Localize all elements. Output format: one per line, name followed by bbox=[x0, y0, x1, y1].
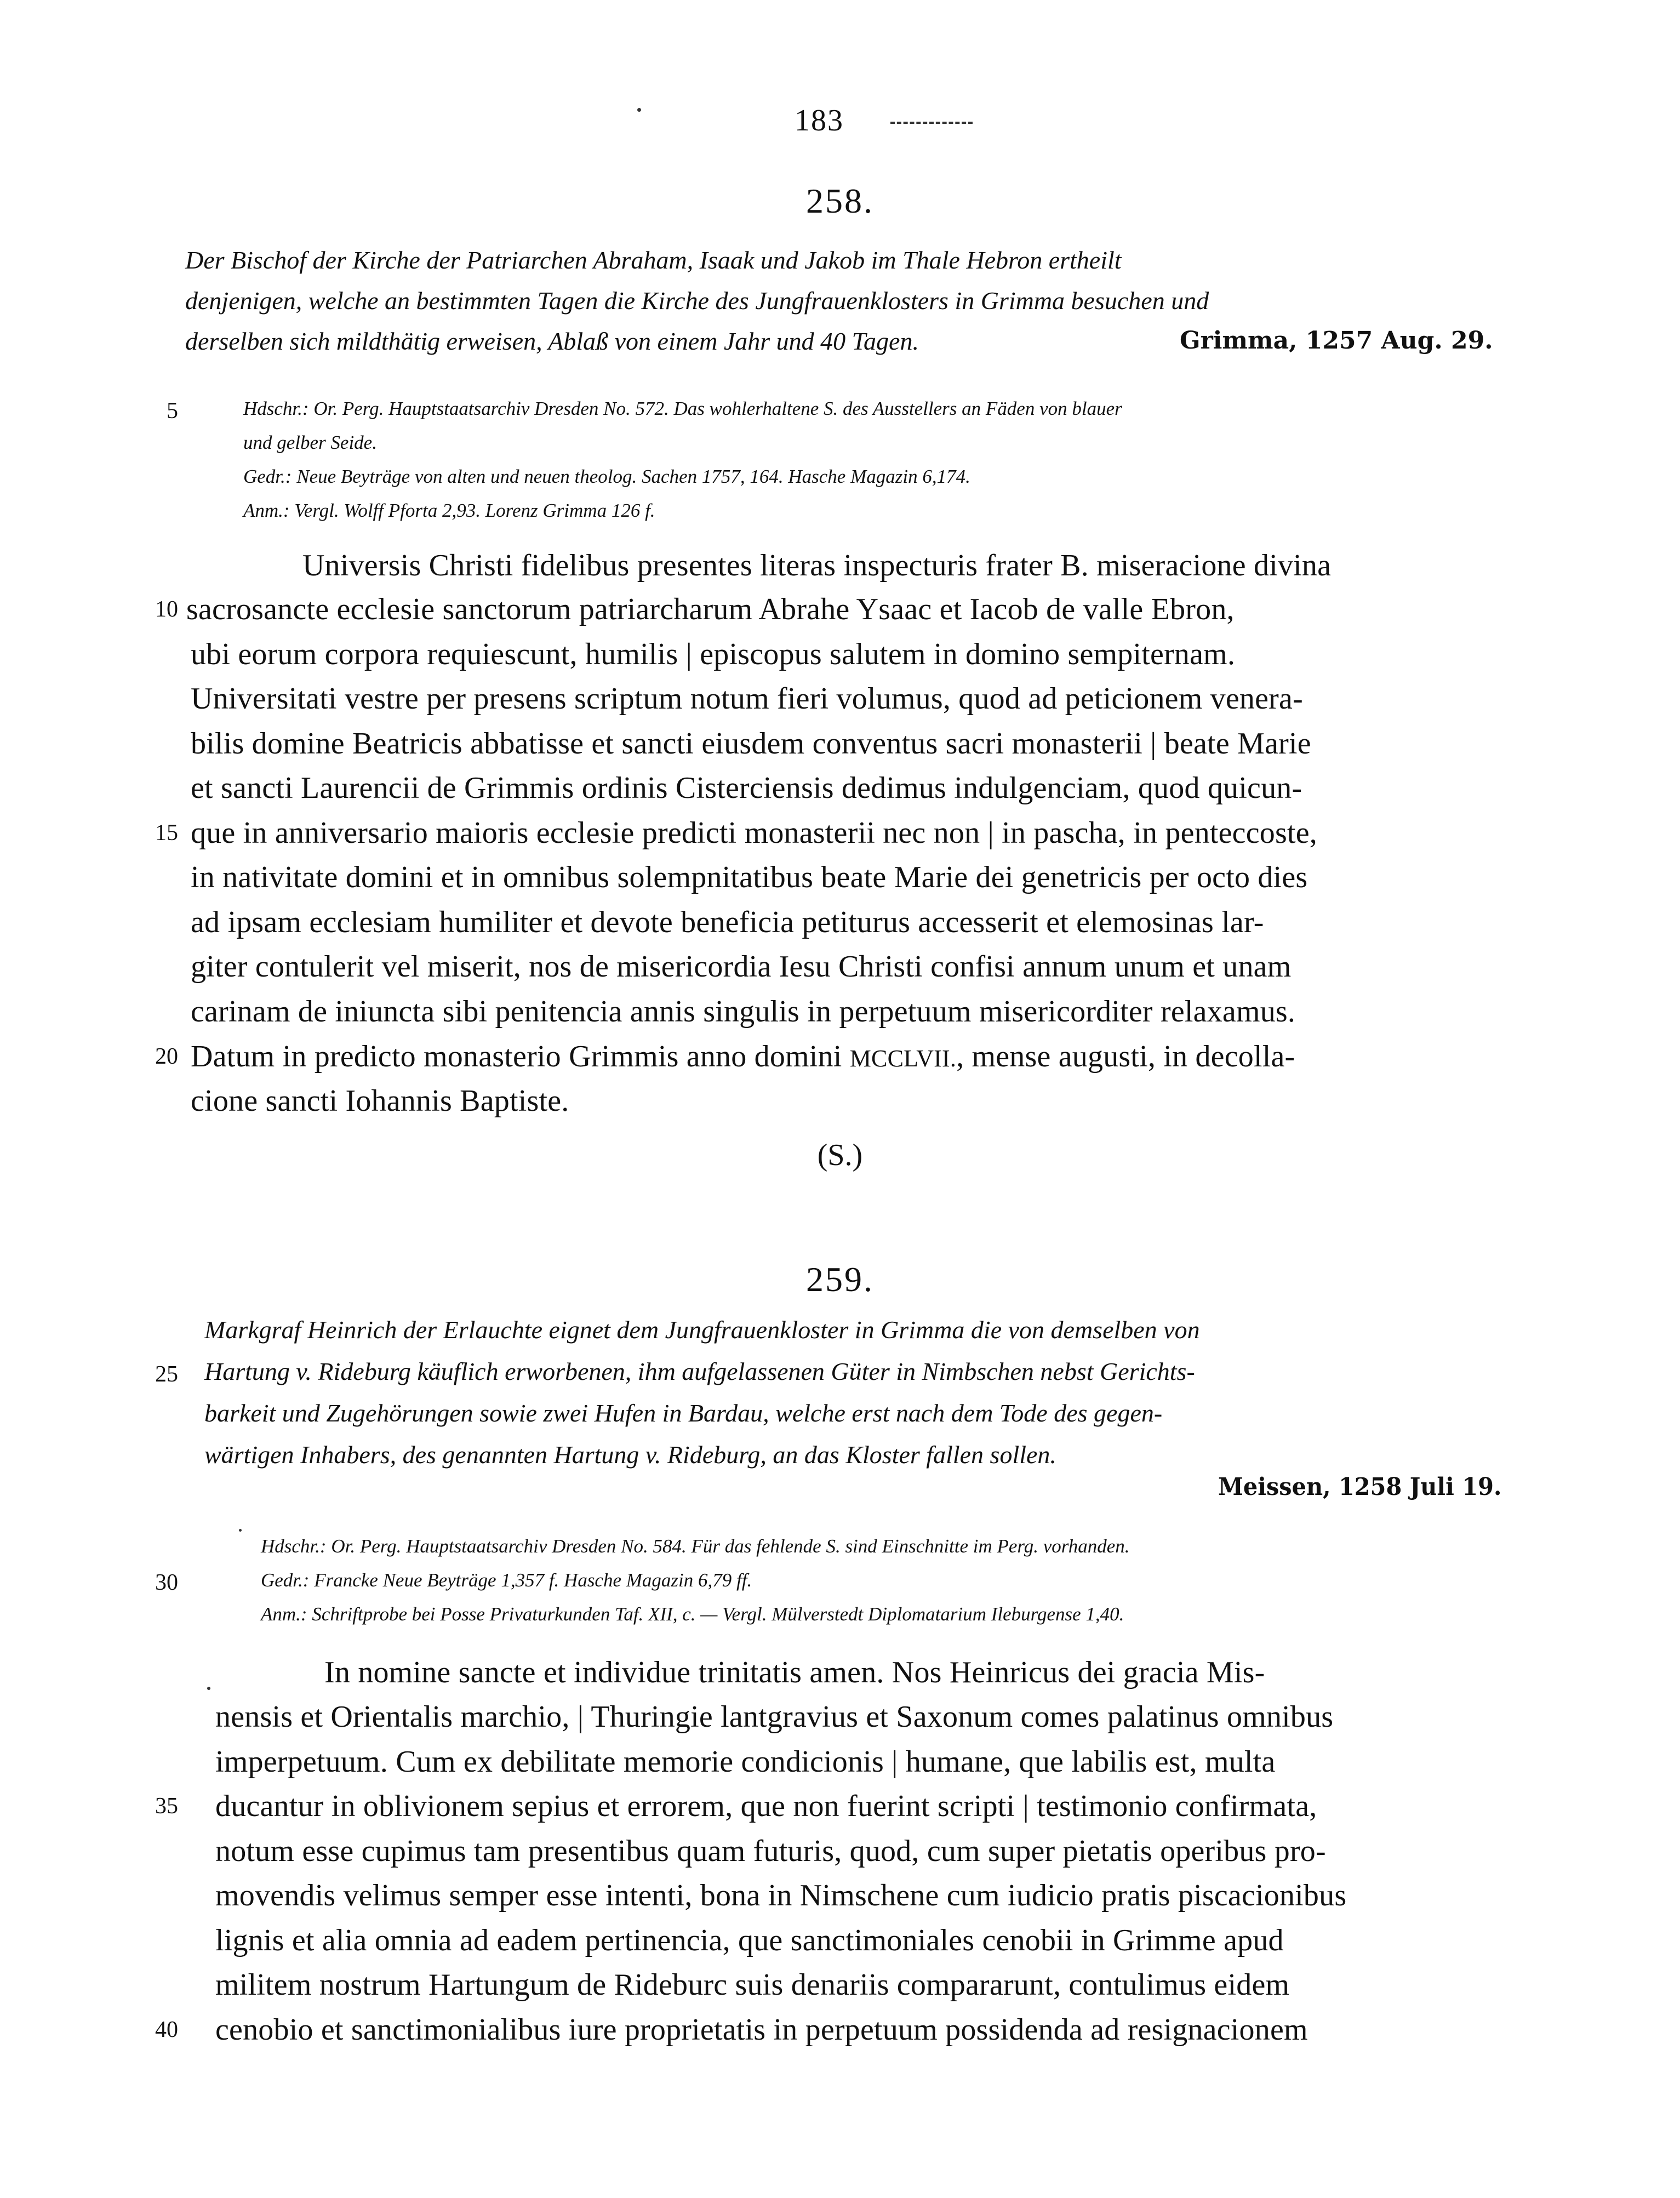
text-line: Universitati vestre per presens scriptum notum fieri volumus, quod ad peticionem venera- bbox=[191, 682, 1303, 716]
text-line: que in anniversario maioris ecclesie predicti monasterii nec non | in pascha, in penteccoste, bbox=[191, 816, 1317, 850]
line-number: 25 bbox=[155, 1362, 178, 1387]
regest-line: barkeit und Zugehörungen sowie zwei Hufen in Bardau, welche erst nach dem Tode des gegen- bbox=[204, 1399, 1163, 1427]
text-line: In nomine sancte et individue trinitatis amen. Nos Heinricus dei gracia Mis- bbox=[324, 1655, 1265, 1689]
text-line: sacrosancte ecclesie sanctorum patriarcharum Abrahe Ysaac et Iacob de valle Ebron, bbox=[186, 592, 1235, 626]
text-line: cenobio et sanctimonialibus iure proprietatis in perpetuum possidenda ad resignacionem bbox=[215, 2013, 1308, 2047]
apparatus-entry bbox=[243, 500, 655, 522]
apparatus-text: Schriftprobe bei Posse Privaturkunden Taf. XII, c. — Vergl. Mülverstedt Diplomatarium Ileburgense 1,40. bbox=[312, 1603, 1124, 1625]
page-number: 183 bbox=[795, 104, 844, 138]
text-line: et sancti Laurencii de Grimmis ordinis Cisterciensis dedimus indulgenciam, quod quicun- bbox=[191, 771, 1302, 805]
apparatus-text: und gelber Seide. bbox=[243, 432, 377, 453]
text-line: notum esse cupimus tam presentibus quam futuris, quod, cum super pietatis operibus pro- bbox=[215, 1834, 1326, 1868]
text-line: movendis velimus semper esse intenti, bona in Nimschene cum iudicio pratis piscacionibus bbox=[215, 1879, 1347, 1912]
text-line: Universis Christi fidelibus presentes literas inspecturis frater B. miseracione divina bbox=[302, 549, 1332, 583]
header-dashed-rule bbox=[890, 122, 973, 124]
apparatus-text: Vergl. Wolff Pforta 2,93. Lorenz Grimma 126 f. bbox=[294, 500, 655, 521]
stray-mark bbox=[637, 108, 641, 112]
text-line: bilis domine Beatricis abbatisse et sancti eiusdem conventus sacri monasterii | beate Marie bbox=[191, 727, 1311, 761]
apparatus-label: Hdschr.: bbox=[261, 1535, 327, 1557]
seal-mark: (S.) bbox=[817, 1138, 863, 1172]
apparatus-text: Francke Neue Beyträge 1,357 f. Hasche Magazin 6,79 ff. bbox=[314, 1569, 752, 1591]
text-line: ad ipsam ecclesiam humiliter et devote beneficia petiturus accesserit et elemosinas lar- bbox=[191, 905, 1264, 939]
apparatus-text: Neue Beyträge von alten und neuen theolog. Sachen 1757, 164. Hasche Magazin 6,174. bbox=[296, 466, 970, 487]
apparatus-entry bbox=[261, 1535, 1130, 1557]
text-line: lignis et alia omnia ad eadem pertinencia, que sanctimoniales cenobii in Grimme apud bbox=[215, 1923, 1284, 1957]
text-line: nensis et Orientalis marchio, | Thuringie lantgravius et Saxonum comes palatinus omnibus bbox=[215, 1700, 1334, 1734]
text-line bbox=[191, 1039, 1295, 1074]
line-number: 40 bbox=[155, 2017, 178, 2042]
text-line: ubi eorum corpora requiescunt, humilis | episcopus salutem in domino sempiternam. bbox=[191, 637, 1236, 671]
apparatus-entry bbox=[261, 1569, 752, 1591]
apparatus-entry bbox=[243, 432, 377, 454]
document-number-259: 259. bbox=[806, 1260, 874, 1299]
document-number-258: 258. bbox=[806, 181, 874, 220]
stray-mark bbox=[239, 1529, 242, 1532]
apparatus-entry bbox=[243, 466, 970, 488]
text-line-content: Datum in predicto monasterio Grimmis anno domini MCCLVII., mense augusti, in decolla- bbox=[191, 1040, 1295, 1074]
regest-line: Der Bischof der Kirche der Patriarchen Abraham, Isaak und Jakob im Thale Hebron ertheilt bbox=[185, 246, 1122, 274]
text-line: giter contulerit vel miserit, nos de misericordia Iesu Christi confisi annum unum et unam bbox=[191, 950, 1292, 984]
regest-line: derselben sich mildthätig erweisen, Ablaß von einem Jahr und 40 Tagen. bbox=[185, 327, 919, 355]
place-date: Meissen, 1258 Juli 19. bbox=[1218, 1473, 1502, 1501]
regest-line: Hartung v. Rideburg käuflich erworbenen, ihm aufgelassenen Güter in Nimbschen nebst Gerichts- bbox=[204, 1357, 1195, 1385]
line-number: 5 bbox=[167, 398, 178, 424]
regest-line: wärtigen Inhabers, des genannten Hartung v. Rideburg, an das Kloster fallen sollen. bbox=[204, 1441, 1056, 1469]
line-number: 20 bbox=[155, 1044, 178, 1069]
stray-mark bbox=[207, 1687, 210, 1690]
text-line: carinam de iniuncta sibi penitencia annis singulis in perpetuum misericorditer relaxamus. bbox=[191, 995, 1296, 1029]
regest-line: denjenigen, welche an bestimmten Tagen die Kirche des Jungfrauenklosters in Grimma besuchen und bbox=[185, 287, 1209, 315]
text-line: militem nostrum Hartungum de Rideburc suis denariis compararunt, contulimus eidem bbox=[215, 1968, 1290, 2002]
apparatus-text: Or. Perg. Hauptstaatsarchiv Dresden No. 584. Für das fehlende S. sind Einschnitte im Perg. vorhanden. bbox=[331, 1535, 1130, 1557]
text-line: cione sancti Iohannis Baptiste. bbox=[191, 1084, 569, 1118]
text-line: imperpetuum. Cum ex debilitate memorie condicionis | humane, que labilis est, multa bbox=[215, 1745, 1276, 1779]
line-number: 10 bbox=[155, 597, 178, 622]
apparatus-entry bbox=[243, 398, 1122, 420]
apparatus-label: Gedr.: bbox=[243, 466, 292, 487]
apparatus-text: Or. Perg. Hauptstaatsarchiv Dresden No. 572. Das wohlerhaltene S. des Ausstellers an Fäden von blauer bbox=[313, 398, 1122, 419]
apparatus-label: Hdschr.: bbox=[243, 398, 309, 419]
line-number: 30 bbox=[155, 1570, 178, 1595]
text-line: ducantur in oblivionem sepius et errorem, que non fuerint scripti | testimonio confirmata, bbox=[215, 1789, 1317, 1823]
line-number: 35 bbox=[155, 1794, 178, 1819]
regest-line: Markgraf Heinrich der Erlauchte eignet dem Jungfrauenkloster in Grimma die von demselben von bbox=[204, 1316, 1200, 1344]
line-number: 15 bbox=[155, 820, 178, 846]
apparatus-label: Anm.: bbox=[243, 500, 290, 521]
place-date: Grimma, 1257 Aug. 29. bbox=[1180, 327, 1493, 355]
apparatus-entry bbox=[261, 1603, 1124, 1625]
apparatus-label: Anm.: bbox=[261, 1603, 307, 1625]
text-line: in nativitate domini et in omnibus solempnitatibus beate Marie dei genetricis per octo dies bbox=[191, 860, 1308, 894]
apparatus-label: Gedr.: bbox=[261, 1569, 310, 1591]
